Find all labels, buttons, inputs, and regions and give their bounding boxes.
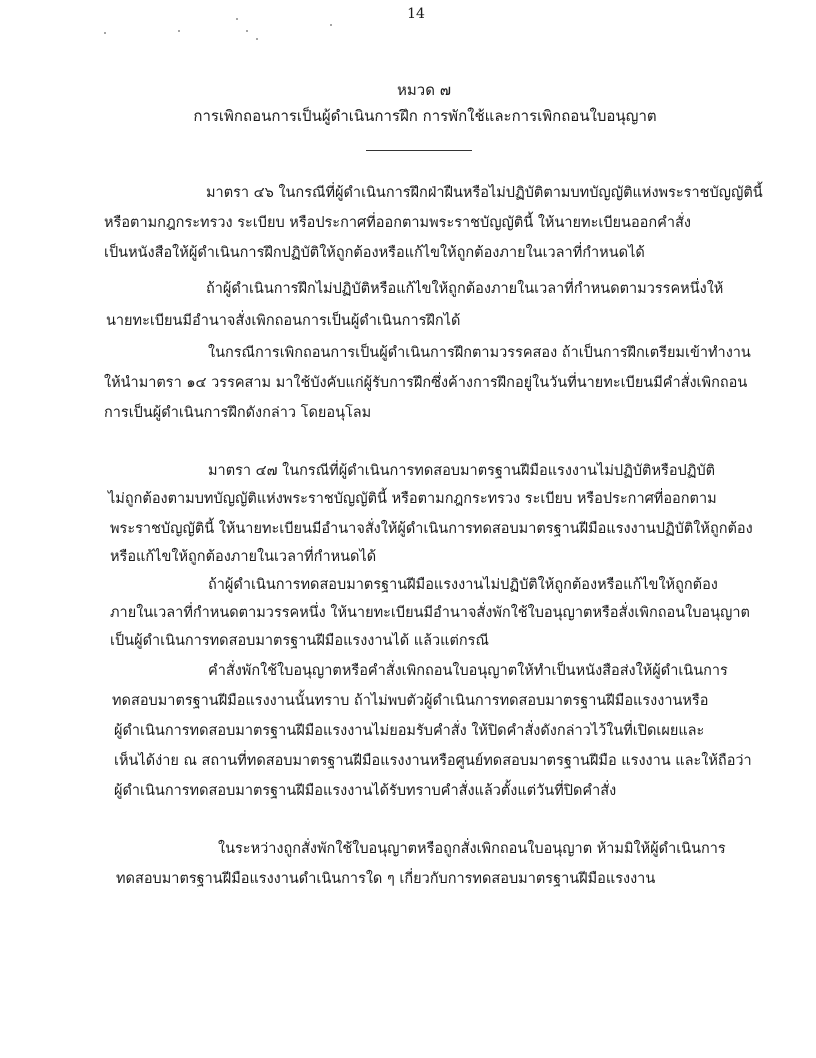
body-line: เป็นผู้ดำเนินการทดสอบมาตรฐานฝีมือแรงงานได้ แล้วแต่กรณี	[110, 633, 489, 649]
body-line: เป็นหนังสือให้ผู้ดำเนินการฝึกปฏิบัติให้ถูกต้องหรือแก้ไขให้ถูกต้องภายในเวลาที่กำหนดได้	[104, 245, 645, 261]
body-line: มาตรา ๔๗ ในกรณีที่ผู้ดำเนินการทดสอบมาตรฐานฝีมือแรงงานไม่ปฏิบัติหรือปฏิบัติ	[208, 463, 716, 479]
body-line: เห็นได้ง่าย ณ สถานที่ทดสอบมาตรฐานฝีมือแรงงานหรือศูนย์ทดสอบมาตรฐานฝีมือ แรงงาน และให้ถือว่า	[114, 753, 752, 769]
chapter-heading: หมวด ๗	[397, 81, 451, 99]
body-line: พระราชบัญญัตินี้ ให้นายทะเบียนมีอำนาจสั่งให้ผู้ดำเนินการทดสอบมาตรฐานฝีมือแรงงานปฏิบัติให้ถูกต้อง	[110, 521, 753, 537]
heading-divider	[366, 150, 472, 151]
body-line: ผู้ดำเนินการทดสอบมาตรฐานฝีมือแรงงานไม่ยอมรับคำสั่ง ให้ปิดคำสั่งดังกล่าวไว้ในที่เปิดเผยและ	[114, 723, 705, 739]
body-line: คำสั่งพักใช้ใบอนุญาตหรือคำสั่งเพิกถอนใบอนุญาตให้ทำเป็นหนังสือส่งให้ผู้ดำเนินการ	[208, 663, 728, 679]
body-line: ให้นำมาตรา ๑๔ วรรคสาม มาใช้บังคับแก่ผู้รับการฝึกซึ่งค้างการฝึกอยู่ในวันที่นายทะเบียนมีคำสั่งเพิกถอน	[104, 375, 748, 391]
body-line: ทดสอบมาตรฐานฝีมือแรงงานนั้นทราบ ถ้าไม่พบตัวผู้ดำเนินการทดสอบมาตรฐานฝีมือแรงงานหรือ	[112, 693, 709, 709]
body-line: มาตรา ๔๖ ในกรณีที่ผู้ดำเนินการฝึกฝ่าฝืนหรือไม่ปฏิบัติตามบทบัญญัติแห่งพระราชบัญญัตินี้	[206, 185, 763, 201]
body-line: หรือแก้ไขให้ถูกต้องภายในเวลาที่กำหนดได้	[110, 549, 377, 565]
body-line: ภายในเวลาที่กำหนดตามวรรคหนึ่ง ให้นายทะเบียนมีอำนาจสั่งพักใช้ใบอนุญาตหรือสั่งเพิกถอนใบอนุญาต	[110, 605, 750, 621]
body-line: ในระหว่างถูกสั่งพักใช้ใบอนุญาตหรือถูกสั่งเพิกถอนใบอนุญาต ห้ามมิให้ผู้ดำเนินการ	[218, 841, 726, 857]
body-line: ทดสอบมาตรฐานฝีมือแรงงานดำเนินการใด ๆ เกี่ยวกับการทดสอบมาตรฐานฝีมือแรงงาน	[116, 871, 656, 887]
page-number: 14	[407, 6, 425, 22]
body-line: ผู้ดำเนินการทดสอบมาตรฐานฝีมือแรงงานได้รับทราบคำสั่งแล้วตั้งแต่วันที่ปิดคำสั่ง	[114, 783, 617, 799]
body-line: ไม่ถูกต้องตามบทบัญญัติแห่งพระราชบัญญัตินี้ หรือตามกฎกระทรวง ระเบียบ หรือประกาศที่ออกตาม	[108, 491, 717, 507]
body-line: ถ้าผู้ดำเนินการทดสอบมาตรฐานฝีมือแรงงานไม่ปฏิบัติให้ถูกต้องหรือแก้ไขให้ถูกต้อง	[208, 577, 718, 593]
chapter-title: การเพิกถอนการเป็นผู้ดำเนินการฝึก การพักใช้และการเพิกถอนใบอนุญาต	[193, 107, 657, 125]
body-line: ถ้าผู้ดำเนินการฝึกไม่ปฏิบัติหรือแก้ไขให้ถูกต้องภายในเวลาที่กำหนดตามวรรคหนึ่งให้	[206, 281, 724, 297]
body-line: ในกรณีการเพิกถอนการเป็นผู้ดำเนินการฝึกตามวรรคสอง ถ้าเป็นการฝึกเตรียมเข้าทำงาน	[208, 345, 751, 361]
body-line: นายทะเบียนมีอำนาจสั่งเพิกถอนการเป็นผู้ดำเนินการฝึกได้	[106, 313, 461, 329]
body-line: หรือตามกฎกระทรวง ระเบียบ หรือประกาศที่ออกตามพระราชบัญญัตินี้ ให้นายทะเบียนออกคำสั่ง	[104, 215, 691, 231]
body-line: การเป็นผู้ดำเนินการฝึกดังกล่าว โดยอนุโลม	[104, 405, 372, 421]
